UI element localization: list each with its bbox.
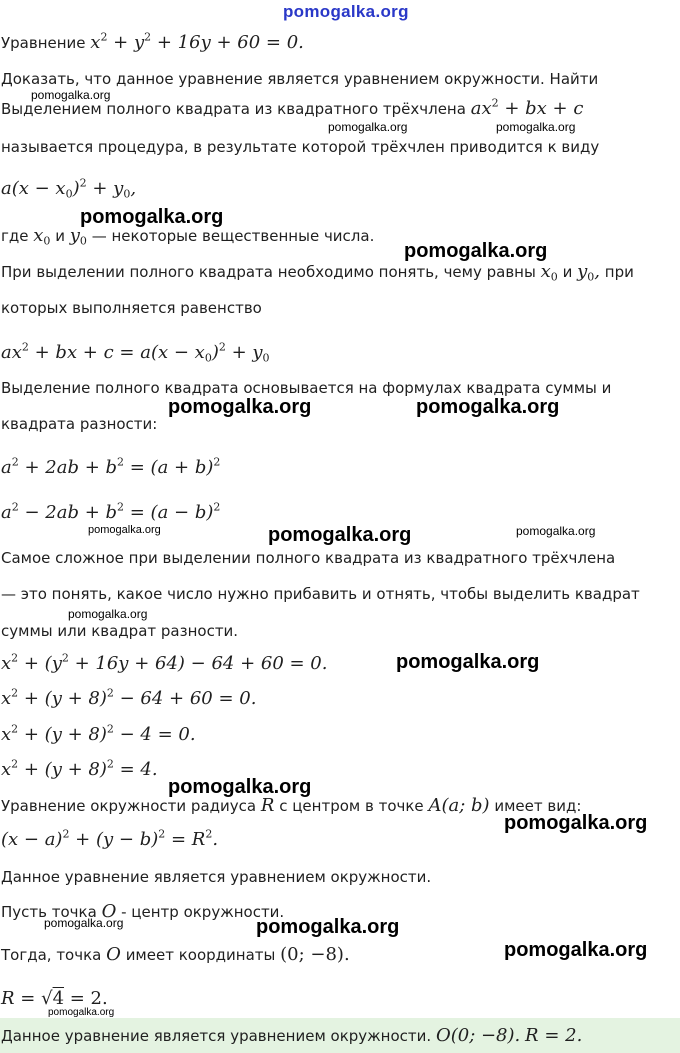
site-watermark-top: pomogalka.org (283, 2, 409, 21)
watermark: pomogalka.org (516, 524, 596, 538)
and-text: и (55, 227, 65, 245)
watermark: pomogalka.org (496, 120, 576, 134)
watermark: pomogalka.org (44, 916, 124, 930)
answer-line (1, 1025, 582, 1047)
canonical-form-equation: $a(x - x_0)^2 + y_0$, (1, 176, 137, 201)
point-O-symbol: O (101, 901, 117, 922)
hint-line-2: — это понять, какое число нужно прибавить и отнять, чтобы выделить квадрат (1, 585, 640, 603)
point-O-symbol: O (106, 944, 121, 965)
watermark: pomogalka.org (404, 240, 548, 262)
hint-line: Самое сложное при выделении полного квадрата из квадратного трёхчлена (1, 549, 616, 567)
definition-text: Выделением полного квадрата из квадратного трёхчлена (1, 100, 466, 118)
watermark: pomogalka.org (396, 651, 540, 673)
answer-text: Данное уравнение является уравнением окружности. (1, 1027, 432, 1045)
step-equation-2: $x^2 + (y + 8)^2 - 64 + 60 = 0$. (1, 686, 257, 709)
conclusion-line: Данное уравнение является уравнением окружности. (1, 868, 432, 886)
square-of-difference-formula: $a^2 - 2ab + b^2 = (a - b)^2$ (1, 500, 221, 523)
let-point-text: Пусть точка (1, 903, 97, 921)
radius-equation: R = √4 = 2. (1, 988, 108, 1009)
and-text: и (562, 263, 573, 281)
answer-radius: R = 2. (525, 1025, 583, 1046)
circle-radius-text: Уравнение окружности радиуса (1, 797, 257, 815)
y0-symbol: $y_0$ (69, 225, 87, 248)
watermark: pomogalka.org (268, 524, 412, 546)
x0-symbol: $x_0$ (33, 225, 51, 248)
then-point-text: Тогда, точка (1, 946, 102, 964)
center-coordinates-line (1, 945, 350, 965)
definition-line (1, 96, 584, 119)
problem-statement-line (1, 30, 304, 53)
real-numbers-text: — некоторые вещественные числа. (91, 227, 375, 245)
circle-equation-general: $(x - a)^2 + (y - b)^2 = R^2$. (1, 827, 219, 850)
formulas-intro-line: Выделение полного квадрата основывается на формулах квадрата суммы и (1, 379, 612, 397)
explanation-line (1, 262, 634, 282)
identity-equation: $ax^2$ + bx + $c = a(x - x_0)^2 + y_0$ (1, 340, 270, 365)
answer-box (0, 1018, 680, 1053)
x0-symbol: $x_0$ (540, 261, 558, 284)
watermark: pomogalka.org (48, 1007, 115, 1018)
watermark: pomogalka.org (88, 524, 161, 536)
circle-equation-intro (1, 796, 581, 816)
equality-intro-line: которых выполняется равенство (1, 299, 262, 317)
radius-symbol: R (260, 795, 275, 816)
answer-center: O(0; −8). (435, 1025, 521, 1046)
has-coordinates-text: имеет координаты (125, 946, 276, 964)
center-text: с центром в точке (279, 797, 424, 815)
given-equation: $x^2 + y^2 + 16y + 60 = 0$. (90, 30, 304, 53)
y0-symbol: $y_0$, (577, 261, 600, 284)
definition-line-2: называется процедура, в результате которой трёхчлен приводится к виду (1, 138, 600, 156)
explanation-text: При выделении полного квадрата необходимо понять, чему равны (1, 263, 536, 281)
watermark: pomogalka.org (504, 812, 648, 834)
trinomial-expression: $ax^2$ + bx + c (470, 96, 584, 119)
where-text: где (1, 227, 29, 245)
center-point: A(a; b) (428, 795, 490, 816)
watermark: pomogalka.org (68, 607, 148, 621)
at-text: при (604, 263, 634, 281)
watermark: pomogalka.org (328, 120, 408, 134)
step-equation-4: $x^2 + (y + 8)^2 = 4$. (1, 757, 158, 780)
center-of-circle-text: - центр окружности. (121, 903, 285, 921)
hint-line-3: суммы или квадрат разности. (1, 622, 239, 640)
center-coordinates: (0; −8). (280, 944, 350, 965)
formulas-intro-line-2: квадрата разности: (1, 415, 158, 433)
watermark: pomogalka.org (168, 396, 312, 418)
where-line (1, 226, 374, 246)
watermark: pomogalka.org (256, 916, 400, 938)
square-of-sum-formula: $a^2 + 2ab + b^2 = (a + b)^2$ (1, 455, 221, 478)
watermark: pomogalka.org (168, 776, 312, 798)
step-equation-3: $x^2 + (y + 8)^2 - 4 = 0$. (1, 722, 196, 745)
step-equation-1: $x^2 + (y^2 + 16y + 64) - 64 + 60 = 0$. (1, 651, 328, 674)
watermark: pomogalka.org (31, 88, 111, 102)
watermark: pomogalka.org (416, 396, 560, 418)
problem-label: Уравнение (1, 34, 86, 52)
watermark: pomogalka.org (80, 206, 224, 228)
has-form-text: имеет вид: (494, 797, 582, 815)
task-line: Доказать, что данное уравнение является уравнением окружности. Найти (1, 70, 599, 88)
watermark: pomogalka.org (504, 939, 648, 961)
